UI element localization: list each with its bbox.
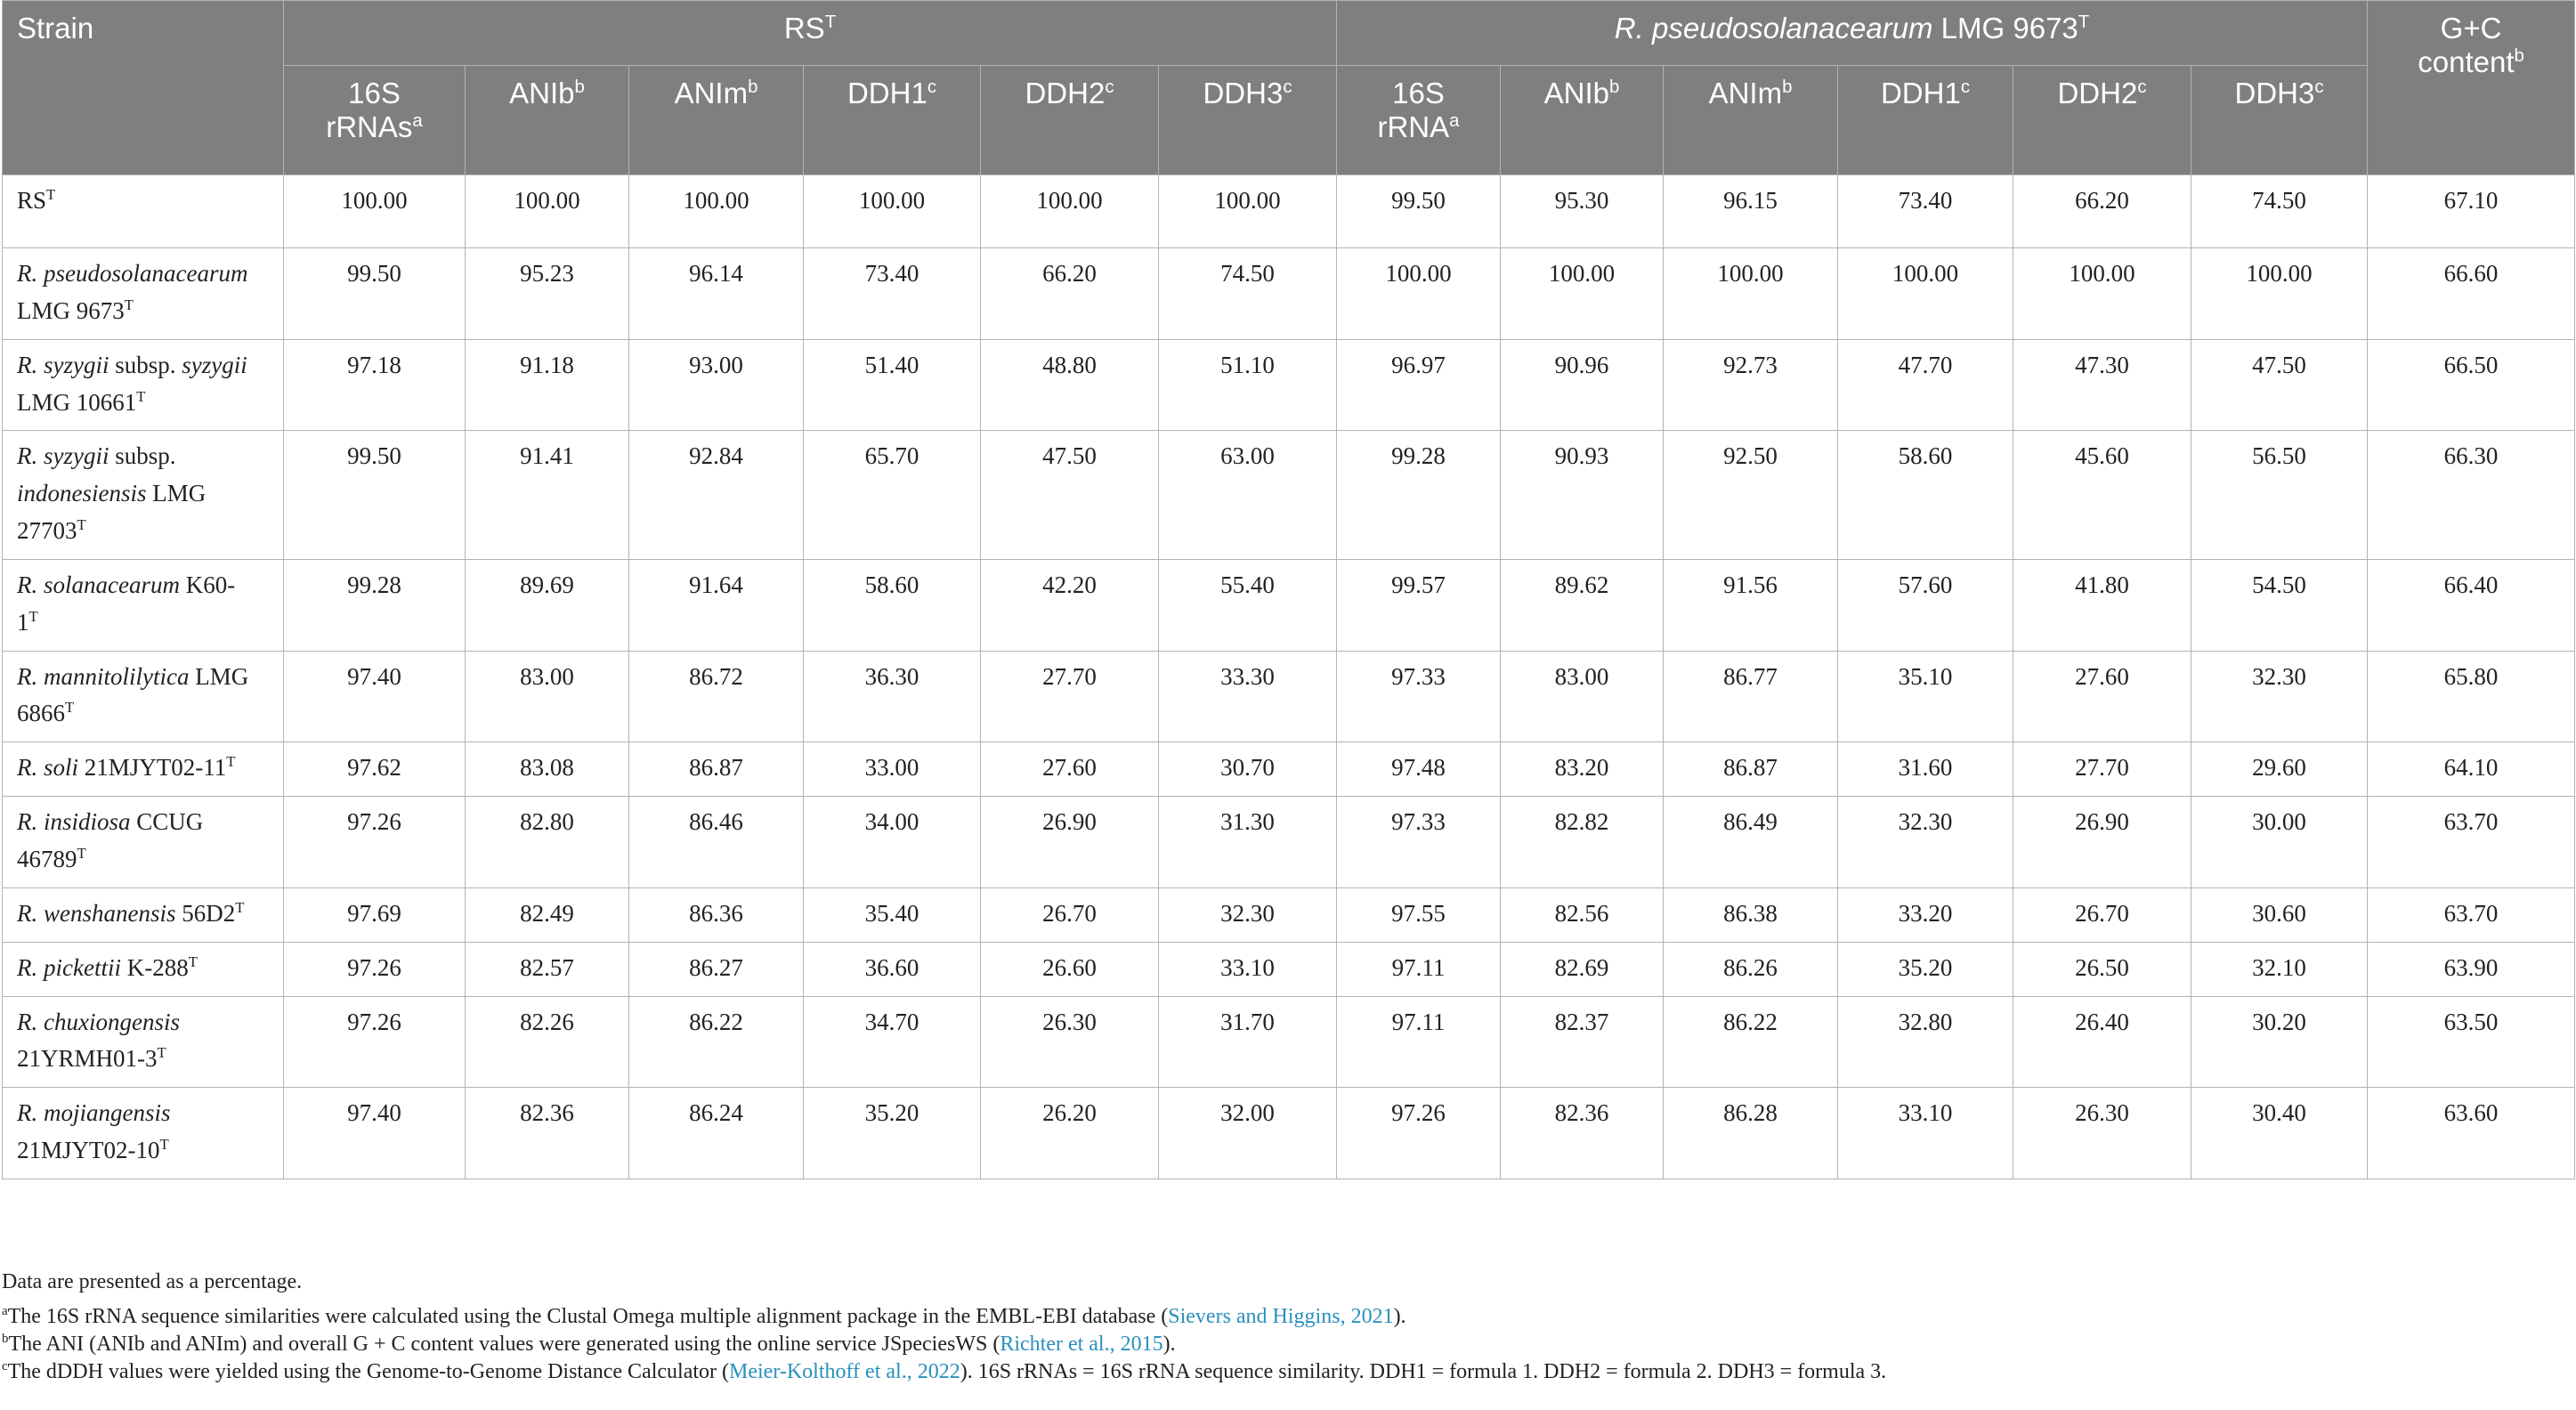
table-header xyxy=(3,1,2575,175)
value-cell: 27.60 xyxy=(981,742,1159,797)
value-cell: 56.50 xyxy=(2191,431,2368,560)
value-cell: 100.00 xyxy=(2013,248,2191,340)
lmg-group-header xyxy=(1337,1,2368,66)
subheader-label: DDH3 xyxy=(2234,77,2315,109)
species-name: R. syzygii xyxy=(17,351,109,378)
value-cell: 100.00 xyxy=(804,175,981,248)
value-cell: 83.20 xyxy=(1501,742,1664,797)
value-cell: 45.60 xyxy=(2013,431,2191,560)
value-cell: 97.26 xyxy=(284,797,466,888)
value-cell: 66.60 xyxy=(2368,248,2575,340)
value-cell: 63.00 xyxy=(1159,431,1337,560)
species-name: syzygii xyxy=(182,351,247,378)
value-cell: 83.00 xyxy=(1501,651,1664,742)
value-cell: 66.20 xyxy=(981,248,1159,340)
subheader-label: ANIm xyxy=(674,77,749,109)
value-cell: 97.11 xyxy=(1337,942,1501,996)
species-name: R. pickettii xyxy=(17,953,121,981)
value-cell: 32.80 xyxy=(1838,996,2013,1088)
value-cell: 100.00 xyxy=(1159,175,1337,248)
strain-text: 1 xyxy=(17,608,29,636)
value-cell: 97.55 xyxy=(1337,887,1501,942)
type-strain-marker: T xyxy=(188,952,198,970)
footnote-a xyxy=(2,1306,2565,1333)
value-cell: 93.00 xyxy=(629,339,804,431)
value-cell: 86.24 xyxy=(629,1088,804,1179)
rs-group-sup: T xyxy=(824,12,837,32)
species-name: R. wenshanensis xyxy=(17,899,176,927)
subheader-label: ANIm xyxy=(1708,77,1783,109)
value-cell: 100.00 xyxy=(1501,248,1664,340)
value-cell: 86.27 xyxy=(629,942,804,996)
value-cell: 82.26 xyxy=(466,996,629,1088)
value-cell: 96.97 xyxy=(1337,339,1501,431)
value-cell: 66.40 xyxy=(2368,559,2575,651)
value-cell: 74.50 xyxy=(2191,175,2368,248)
table-row xyxy=(3,887,2575,942)
value-cell: 55.40 xyxy=(1159,559,1337,651)
value-cell: 86.22 xyxy=(629,996,804,1088)
strain-text: 27703 xyxy=(17,517,77,545)
value-cell: 26.50 xyxy=(2013,942,2191,996)
value-cell: 35.20 xyxy=(804,1088,981,1179)
footnote-b-marker: b xyxy=(2,1332,9,1346)
value-cell: 99.50 xyxy=(284,248,466,340)
lmg-subheader-ddh1 xyxy=(1838,66,2013,175)
footnote-a-text: The 16S rRNA sequence similarities were calculated using the Clustal Omega multiple alignment package in the EMBL-EBI database ( xyxy=(7,1305,1169,1328)
footnote-c-end: ). 16S rRNAs = 16S rRNA sequence similarity. DDH1 = formula 1. DDH2 = formula 2. DDH3 = formula 3. xyxy=(960,1360,1887,1383)
strain-text: RS xyxy=(17,187,47,214)
value-cell: 57.60 xyxy=(1838,559,2013,651)
subheader-label-line2: rRNAs xyxy=(326,109,413,143)
strain-text: LMG xyxy=(189,662,249,690)
value-cell: 82.80 xyxy=(466,797,629,888)
value-cell: 86.28 xyxy=(1664,1088,1838,1179)
strain-cell xyxy=(3,248,284,340)
value-cell: 82.57 xyxy=(466,942,629,996)
table-row xyxy=(3,559,2575,651)
value-cell: 82.49 xyxy=(466,887,629,942)
subheader-label: DDH3 xyxy=(1203,77,1284,109)
value-cell: 97.62 xyxy=(284,742,466,797)
footnote-c xyxy=(2,1361,2565,1389)
value-cell: 86.36 xyxy=(629,887,804,942)
value-cell: 95.23 xyxy=(466,248,629,340)
comparison-table xyxy=(2,0,2575,1179)
strain-text: 6866 xyxy=(17,700,65,727)
strain-text: 46789 xyxy=(17,845,77,872)
footnote-c-citation-link[interactable]: Meier-Kolthoff et al., 2022 xyxy=(729,1360,960,1383)
value-cell: 48.80 xyxy=(981,339,1159,431)
value-cell: 30.20 xyxy=(2191,996,2368,1088)
subheader-footnote-marker: b xyxy=(1782,77,1793,97)
subheader-footnote-marker: c xyxy=(1960,77,1971,97)
value-cell: 100.00 xyxy=(2191,248,2368,340)
lmg-subheader-ddh2 xyxy=(2013,66,2191,175)
value-cell: 73.40 xyxy=(804,248,981,340)
lmg-group-strain: LMG 9673 xyxy=(1932,12,2078,45)
value-cell: 63.70 xyxy=(2368,887,2575,942)
value-cell: 92.84 xyxy=(629,431,804,560)
value-cell: 41.80 xyxy=(2013,559,2191,651)
value-cell: 66.50 xyxy=(2368,339,2575,431)
value-cell: 47.70 xyxy=(1838,339,2013,431)
footnote-b-end: ). xyxy=(1162,1333,1176,1356)
value-cell: 26.90 xyxy=(2013,797,2191,888)
rs-group-label: RS xyxy=(783,12,825,45)
value-cell: 26.40 xyxy=(2013,996,2191,1088)
value-cell: 26.60 xyxy=(981,942,1159,996)
species-name: R. solanacearum xyxy=(17,571,180,598)
value-cell: 33.10 xyxy=(1159,942,1337,996)
value-cell: 100.00 xyxy=(1838,248,2013,340)
strain-cell xyxy=(3,431,284,560)
value-cell: 51.10 xyxy=(1159,339,1337,431)
value-cell: 30.00 xyxy=(2191,797,2368,888)
species-name: R. syzygii xyxy=(17,442,109,470)
value-cell: 32.10 xyxy=(2191,942,2368,996)
value-cell: 31.60 xyxy=(1838,742,2013,797)
strain-text: subsp. xyxy=(109,351,182,378)
strain-text: CCUG xyxy=(130,808,204,836)
footnote-a-end: ). xyxy=(1393,1305,1406,1328)
value-cell: 97.40 xyxy=(284,1088,466,1179)
strain-text: LMG xyxy=(146,480,207,507)
value-cell: 32.00 xyxy=(1159,1088,1337,1179)
species-name: R. mojiangensis xyxy=(17,1099,171,1127)
value-cell: 97.26 xyxy=(284,942,466,996)
subheader-label: 16S xyxy=(348,77,401,109)
table-row xyxy=(3,175,2575,248)
footnote-c-text: The dDDH values were yielded using the Genome-to-Genome Distance Calculator ( xyxy=(7,1360,730,1383)
value-cell: 26.20 xyxy=(981,1088,1159,1179)
value-cell: 34.70 xyxy=(804,996,981,1088)
value-cell: 97.48 xyxy=(1337,742,1501,797)
value-cell: 42.20 xyxy=(981,559,1159,651)
value-cell: 97.33 xyxy=(1337,651,1501,742)
subheader-row xyxy=(3,66,2575,175)
value-cell: 73.40 xyxy=(1838,175,2013,248)
value-cell: 97.33 xyxy=(1337,797,1501,888)
subheader-footnote-marker: c xyxy=(927,77,937,97)
value-cell: 26.70 xyxy=(2013,887,2191,942)
value-cell: 86.26 xyxy=(1664,942,1838,996)
species-name: R. insidiosa xyxy=(17,808,131,836)
value-cell: 32.30 xyxy=(2191,651,2368,742)
value-cell: 90.93 xyxy=(1501,431,1664,560)
table-row xyxy=(3,742,2575,797)
value-cell: 96.14 xyxy=(629,248,804,340)
value-cell: 26.30 xyxy=(981,996,1159,1088)
value-cell: 35.10 xyxy=(1838,651,2013,742)
value-cell: 63.90 xyxy=(2368,942,2575,996)
value-cell: 66.20 xyxy=(2013,175,2191,248)
value-cell: 83.00 xyxy=(466,651,629,742)
type-strain-marker: T xyxy=(124,296,134,313)
subheader-label: DDH1 xyxy=(1880,77,1961,109)
value-cell: 31.30 xyxy=(1159,797,1337,888)
table-row xyxy=(3,651,2575,742)
type-strain-marker: T xyxy=(157,1044,166,1062)
species-name: R. soli xyxy=(17,754,79,782)
value-cell: 33.10 xyxy=(1838,1088,2013,1179)
value-cell: 27.60 xyxy=(2013,651,2191,742)
type-strain-marker: T xyxy=(65,699,75,717)
strain-cell xyxy=(3,887,284,942)
type-strain-marker: T xyxy=(136,387,146,405)
value-cell: 63.60 xyxy=(2368,1088,2575,1179)
value-cell: 32.30 xyxy=(1159,887,1337,942)
value-cell: 74.50 xyxy=(1159,248,1337,340)
gc-header-sup: b xyxy=(2514,45,2524,66)
rs-subheader-anib xyxy=(466,66,629,175)
strain-text: LMG 10661 xyxy=(17,388,137,416)
rs-subheader-16s xyxy=(284,66,466,175)
subheader-footnote-marker: c xyxy=(2137,77,2147,97)
value-cell: 63.70 xyxy=(2368,797,2575,888)
value-cell: 97.40 xyxy=(284,651,466,742)
value-cell: 91.56 xyxy=(1664,559,1838,651)
rs-subheader-ddh3 xyxy=(1159,66,1337,175)
value-cell: 97.26 xyxy=(284,996,466,1088)
footnote-units-text: Data are presented as a percentage. xyxy=(2,1270,303,1293)
subheader-label: ANIb xyxy=(1543,77,1610,109)
value-cell: 99.57 xyxy=(1337,559,1501,651)
value-cell: 91.64 xyxy=(629,559,804,651)
lmg-subheader-ddh3 xyxy=(2191,66,2368,175)
strain-text: LMG 9673 xyxy=(17,296,125,324)
subheader-footnote-marker: c xyxy=(2314,77,2324,97)
value-cell: 34.00 xyxy=(804,797,981,888)
subheader-footnote-marker: c xyxy=(1105,77,1114,97)
strain-cell xyxy=(3,559,284,651)
strain-cell xyxy=(3,175,284,248)
value-cell: 100.00 xyxy=(629,175,804,248)
value-cell: 35.20 xyxy=(1838,942,2013,996)
value-cell: 33.20 xyxy=(1838,887,2013,942)
type-strain-marker: T xyxy=(46,186,56,203)
table-footnotes xyxy=(2,1271,2565,1389)
value-cell: 47.50 xyxy=(981,431,1159,560)
subheader-footnote-marker: a xyxy=(412,109,423,131)
strain-cell xyxy=(3,339,284,431)
table-row xyxy=(3,431,2575,560)
strain-cell xyxy=(3,797,284,888)
subheader-footnote-marker: b xyxy=(574,77,585,97)
value-cell: 82.37 xyxy=(1501,996,1664,1088)
value-cell: 29.60 xyxy=(2191,742,2368,797)
value-cell: 26.70 xyxy=(981,887,1159,942)
value-cell: 99.28 xyxy=(1337,431,1501,560)
type-strain-marker: T xyxy=(77,516,86,534)
gc-header-line1: G+C xyxy=(2440,12,2502,45)
value-cell: 97.18 xyxy=(284,339,466,431)
value-cell: 26.90 xyxy=(981,797,1159,888)
value-cell: 92.73 xyxy=(1664,339,1838,431)
species-name: R. mannitolilytica xyxy=(17,662,190,690)
value-cell: 95.30 xyxy=(1501,175,1664,248)
subheader-footnote-marker: a xyxy=(1449,109,1460,131)
type-strain-marker: T xyxy=(159,1136,169,1154)
value-cell: 65.80 xyxy=(2368,651,2575,742)
value-cell: 86.87 xyxy=(1664,742,1838,797)
rs-subheader-ddh1 xyxy=(804,66,981,175)
strain-cell xyxy=(3,651,284,742)
table-row xyxy=(3,942,2575,996)
value-cell: 99.50 xyxy=(1337,175,1501,248)
table-row xyxy=(3,797,2575,888)
value-cell: 100.00 xyxy=(284,175,466,248)
value-cell: 54.50 xyxy=(2191,559,2368,651)
value-cell: 99.50 xyxy=(284,431,466,560)
value-cell: 36.60 xyxy=(804,942,981,996)
lmg-subheader-anib xyxy=(1501,66,1664,175)
table-row xyxy=(3,248,2575,340)
rs-subheader-anim xyxy=(629,66,804,175)
table-row xyxy=(3,339,2575,431)
value-cell: 100.00 xyxy=(981,175,1159,248)
value-cell: 82.82 xyxy=(1501,797,1664,888)
footnote-a-citation-link[interactable]: Sievers and Higgins, 2021 xyxy=(1168,1305,1394,1328)
value-cell: 97.69 xyxy=(284,887,466,942)
rs-subheader-ddh2 xyxy=(981,66,1159,175)
table-row xyxy=(3,1088,2575,1179)
value-cell: 86.77 xyxy=(1664,651,1838,742)
lmg-subheader-anim xyxy=(1664,66,1838,175)
value-cell: 86.22 xyxy=(1664,996,1838,1088)
value-cell: 66.30 xyxy=(2368,431,2575,560)
strain-cell xyxy=(3,942,284,996)
species-name: indonesiensis xyxy=(17,480,147,507)
strain-cell xyxy=(3,996,284,1088)
value-cell: 99.28 xyxy=(284,559,466,651)
value-cell: 86.87 xyxy=(629,742,804,797)
value-cell: 51.40 xyxy=(804,339,981,431)
value-cell: 27.70 xyxy=(2013,742,2191,797)
value-cell: 36.30 xyxy=(804,651,981,742)
table-body xyxy=(3,175,2575,1179)
value-cell: 92.50 xyxy=(1664,431,1838,560)
footnote-a-marker: a xyxy=(2,1304,8,1318)
strain-text: K-288 xyxy=(120,953,189,981)
value-cell: 30.60 xyxy=(2191,887,2368,942)
type-strain-marker: T xyxy=(226,753,236,771)
value-cell: 30.70 xyxy=(1159,742,1337,797)
value-cell: 67.10 xyxy=(2368,175,2575,248)
value-cell: 90.96 xyxy=(1501,339,1664,431)
value-cell: 27.70 xyxy=(981,651,1159,742)
strain-text: subsp. xyxy=(109,442,176,470)
value-cell: 86.49 xyxy=(1664,797,1838,888)
species-name: R. pseudosolanacearum xyxy=(17,260,248,287)
value-cell: 100.00 xyxy=(466,175,629,248)
value-cell: 91.41 xyxy=(466,431,629,560)
gc-header-line2: content xyxy=(2418,45,2515,78)
value-cell: 83.08 xyxy=(466,742,629,797)
subheader-label-line2: rRNA xyxy=(1377,109,1450,143)
value-cell: 26.30 xyxy=(2013,1088,2191,1179)
subheader-label: DDH2 xyxy=(2057,77,2138,109)
value-cell: 32.30 xyxy=(1838,797,2013,888)
value-cell: 100.00 xyxy=(1337,248,1501,340)
gc-content-header xyxy=(2368,1,2575,175)
strain-header-label: Strain xyxy=(17,12,94,45)
type-strain-marker: T xyxy=(77,844,86,862)
subheader-label: 16S xyxy=(1392,77,1445,109)
strain-text: 21MJYT02-10 xyxy=(17,1137,160,1164)
strain-cell xyxy=(3,742,284,797)
value-cell: 86.72 xyxy=(629,651,804,742)
species-name: R. chuxiongensis xyxy=(17,1008,180,1035)
value-cell: 33.30 xyxy=(1159,651,1337,742)
strain-text: 21MJYT02-11 xyxy=(78,754,227,782)
value-cell: 100.00 xyxy=(1664,248,1838,340)
subheader-footnote-marker: b xyxy=(748,77,758,97)
value-cell: 35.40 xyxy=(804,887,981,942)
value-cell: 86.46 xyxy=(629,797,804,888)
value-cell: 86.38 xyxy=(1664,887,1838,942)
subheader-footnote-marker: b xyxy=(1609,77,1620,97)
value-cell: 33.00 xyxy=(804,742,981,797)
value-cell: 89.62 xyxy=(1501,559,1664,651)
strain-column-header xyxy=(3,1,284,175)
footnote-b xyxy=(2,1333,2565,1361)
type-strain-marker: T xyxy=(28,607,38,625)
strain-text: 56D2 xyxy=(175,899,236,927)
strain-text: K60- xyxy=(179,571,236,598)
strain-text: 21YRMH01-3 xyxy=(17,1045,158,1073)
value-cell: 65.70 xyxy=(804,431,981,560)
value-cell: 82.69 xyxy=(1501,942,1664,996)
value-cell: 82.36 xyxy=(1501,1088,1664,1179)
value-cell: 58.60 xyxy=(1838,431,2013,560)
footnote-c-marker: c xyxy=(2,1359,8,1374)
value-cell: 47.30 xyxy=(2013,339,2191,431)
footnote-b-citation-link[interactable]: Richter et al., 2015 xyxy=(1000,1333,1163,1356)
footnote-units xyxy=(2,1271,2565,1299)
value-cell: 31.70 xyxy=(1159,996,1337,1088)
value-cell: 30.40 xyxy=(2191,1088,2368,1179)
lmg-group-sup: T xyxy=(2078,12,2090,32)
subheader-label: DDH1 xyxy=(847,77,928,109)
type-strain-marker: T xyxy=(235,898,245,916)
value-cell: 82.56 xyxy=(1501,887,1664,942)
lmg-subheader-16s xyxy=(1337,66,1501,175)
rs-group-header xyxy=(284,1,1337,66)
subheader-label: ANIb xyxy=(509,77,575,109)
value-cell: 89.69 xyxy=(466,559,629,651)
value-cell: 58.60 xyxy=(804,559,981,651)
subheader-label: DDH2 xyxy=(1025,77,1106,109)
strain-cell xyxy=(3,1088,284,1179)
lmg-group-species: R. pseudosolanacearum xyxy=(1614,12,1933,45)
value-cell: 64.10 xyxy=(2368,742,2575,797)
value-cell: 97.26 xyxy=(1337,1088,1501,1179)
value-cell: 96.15 xyxy=(1664,175,1838,248)
subheader-footnote-marker: c xyxy=(1283,77,1292,97)
footnote-b-text: The ANI (ANIb and ANIm) and overall G + C content values were generated using the online service JSpeciesWS ( xyxy=(8,1333,1000,1356)
value-cell: 63.50 xyxy=(2368,996,2575,1088)
table-row xyxy=(3,996,2575,1088)
value-cell: 47.50 xyxy=(2191,339,2368,431)
value-cell: 91.18 xyxy=(466,339,629,431)
value-cell: 97.11 xyxy=(1337,996,1501,1088)
value-cell: 82.36 xyxy=(466,1088,629,1179)
